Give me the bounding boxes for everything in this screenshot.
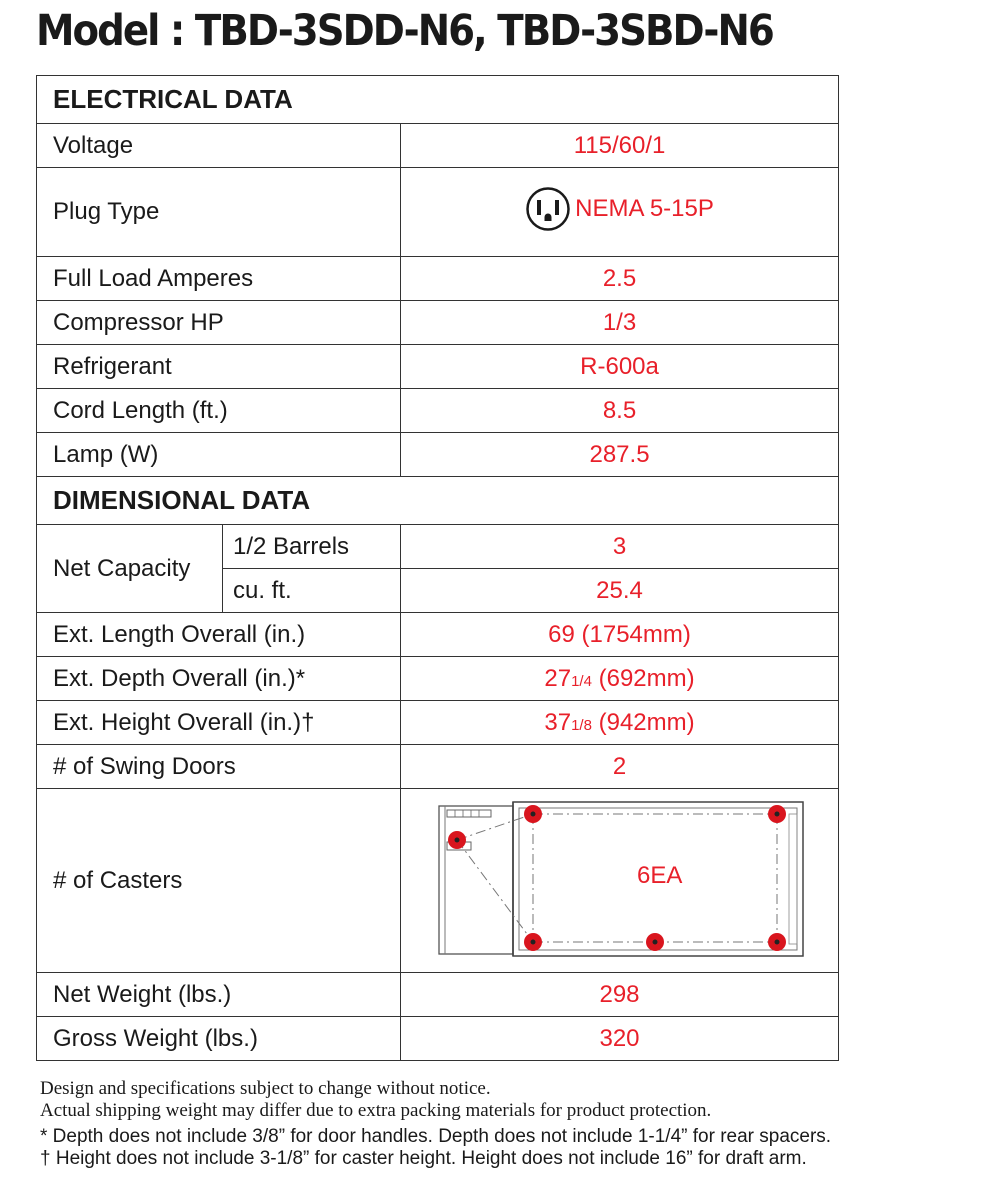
voltage-value: 115/60/1 — [401, 124, 839, 168]
caster-dot — [646, 933, 664, 951]
table-row — [37, 1017, 839, 1061]
note-height: † Height does not include 3-1/8” for caster height. Height does not include 16” for draft arm. — [40, 1148, 807, 1169]
caster-dots — [448, 805, 786, 951]
casters-value: 6EA — [637, 861, 683, 889]
caster-dot — [768, 805, 786, 823]
caster-dot — [448, 831, 466, 849]
height-mm: (942mm) — [591, 708, 695, 736]
section-header-electrical — [37, 76, 839, 124]
table-row — [37, 168, 839, 257]
table-row — [37, 789, 839, 973]
table-row — [37, 257, 839, 301]
height-label: Ext. Height Overall (in.)† — [37, 701, 401, 745]
table-row — [37, 973, 839, 1017]
barrels-label: 1/2 Barrels — [223, 525, 401, 569]
swing-doors-label: # of Swing Doors — [37, 745, 401, 789]
table-row — [37, 433, 839, 477]
table-row — [37, 745, 839, 789]
caster-dot — [524, 805, 542, 823]
spec-table — [36, 75, 839, 1061]
depth-mm: (692mm) — [591, 664, 695, 692]
table-row — [37, 701, 839, 745]
table-row — [37, 613, 839, 657]
note-shipping: Actual shipping weight may differ due to extra packing materials for product protection. — [40, 1100, 712, 1121]
page-title: Model : TBD-3SDD-N6, TBD-3SBD-N6 — [36, 6, 773, 56]
footnotes — [40, 1078, 831, 1170]
note-design: Design and specifications subject to change without notice. — [40, 1078, 491, 1099]
net-capacity-label: Net Capacity — [37, 525, 223, 613]
voltage-label: Voltage — [37, 124, 401, 168]
note-depth: * Depth does not include 3/8” for door handles. Depth does not include 1-1/4” for rear spacers. — [40, 1126, 832, 1147]
depth-fraction: 1/4 — [571, 672, 592, 690]
swing-doors-value: 2 — [401, 745, 839, 789]
lamp-value: 287.5 — [401, 433, 839, 477]
cuft-label: cu. ft. — [223, 569, 401, 613]
caster-layout-diagram — [437, 800, 805, 958]
amps-label: Full Load Amperes — [37, 257, 401, 301]
table-row — [37, 345, 839, 389]
depth-label: Ext. Depth Overall (in.)* — [37, 657, 401, 701]
table-row — [37, 301, 839, 345]
compressor-hp-label: Compressor HP — [37, 301, 401, 345]
plug-type-cell — [401, 168, 839, 257]
cuft-value: 25.4 — [401, 569, 839, 613]
height-whole: 37 — [544, 708, 572, 736]
nema-5-15p-plug-icon — [525, 186, 571, 232]
plug-type-value: NEMA 5-15P — [575, 194, 714, 222]
barrels-value: 3 — [401, 525, 839, 569]
cord-length-value: 8.5 — [401, 389, 839, 433]
casters-label: # of Casters — [37, 789, 401, 973]
casters-cell — [401, 789, 839, 973]
refrigerant-value: R-600a — [401, 345, 839, 389]
section-header-dimensional — [37, 477, 839, 525]
table-row — [37, 657, 839, 701]
gross-weight-label: Gross Weight (lbs.) — [37, 1017, 401, 1061]
lamp-label: Lamp (W) — [37, 433, 401, 477]
caster-dot — [524, 933, 542, 951]
electrical-heading: ELECTRICAL DATA — [37, 76, 839, 124]
table-row — [37, 525, 839, 569]
amps-value: 2.5 — [401, 257, 839, 301]
caster-dot — [768, 933, 786, 951]
table-row — [37, 124, 839, 168]
dimensional-heading: DIMENSIONAL DATA — [37, 477, 839, 525]
plug-type-label: Plug Type — [37, 168, 401, 257]
cord-length-label: Cord Length (ft.) — [37, 389, 401, 433]
table-row — [37, 389, 839, 433]
depth-value — [401, 657, 839, 701]
gross-weight-value: 320 — [401, 1017, 839, 1061]
length-value: 69 (1754mm) — [401, 613, 839, 657]
net-weight-label: Net Weight (lbs.) — [37, 973, 401, 1017]
height-value — [401, 701, 839, 745]
depth-whole: 27 — [544, 664, 572, 692]
height-fraction: 1/8 — [571, 716, 592, 734]
length-label: Ext. Length Overall (in.) — [37, 613, 401, 657]
refrigerant-label: Refrigerant — [37, 345, 401, 389]
net-weight-value: 298 — [401, 973, 839, 1017]
compressor-hp-value: 1/3 — [401, 301, 839, 345]
